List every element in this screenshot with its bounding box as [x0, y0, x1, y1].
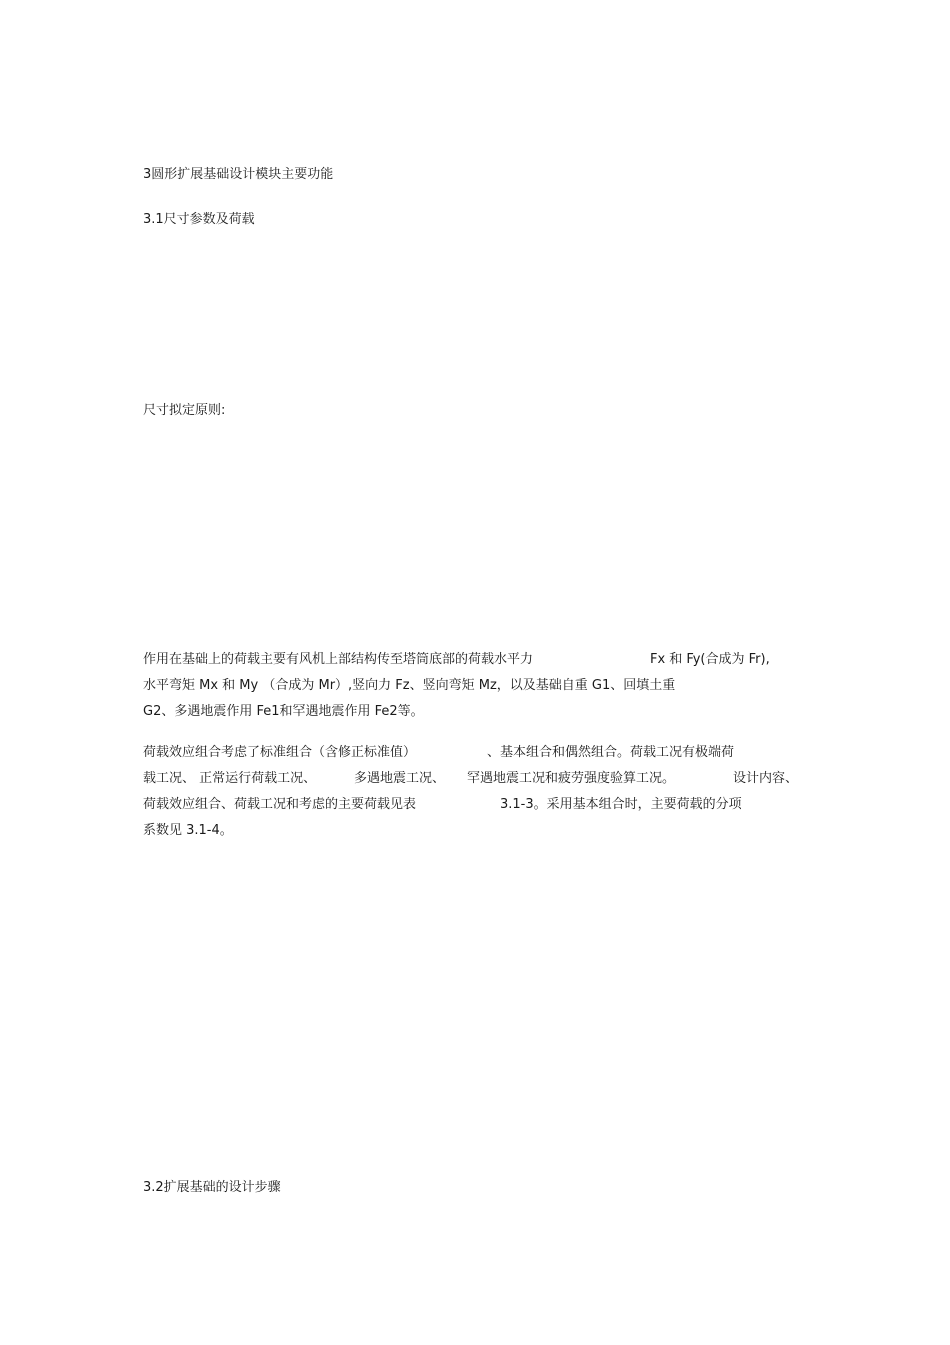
- paragraph-line: G2、多遇地震作用 Fe1和罕遇地震作用 Fe2等。: [143, 704, 424, 719]
- paragraph-text: 、基本组合和偶然组合。荷载工况有极端荷: [487, 745, 735, 760]
- paragraph-text: 作用在基础上的荷载主要有风机上部结构传至塔筒底部的荷载水平力: [143, 652, 534, 667]
- section-3-1-heading: 3.1尺寸参数及荷载: [143, 212, 255, 227]
- paragraph-text: 罕遇地震工况和疲劳强度验算工况。: [467, 771, 676, 786]
- paragraph-line: 水平弯矩 Mx 和 My （合成为 Mr）,竖向力 Fz、竖向弯矩 Mz，以及基础自重 G1、回填土重: [143, 678, 676, 693]
- paragraph-line: 系数见 3.1-4。: [143, 823, 233, 838]
- paragraph-text: 多遇地震工况、: [354, 771, 446, 786]
- section-3-heading: 3圆形扩展基础设计模块主要功能: [143, 167, 334, 182]
- paragraph-text: 设计内容、: [733, 771, 799, 786]
- paragraph-text: 3.1-3。采用基本组合时，主要荷载的分项: [500, 797, 742, 812]
- paragraph-text: 荷载效应组合考虑了标准组合（含修正标准值）: [143, 745, 417, 760]
- principle-heading: 尺寸拟定原则:: [143, 403, 226, 418]
- paragraph-text: Fx 和 Fy(合成为 Fr),: [650, 652, 770, 667]
- section-3-2-heading: 3.2扩展基础的设计步骤: [143, 1180, 281, 1195]
- paragraph-text: 载工况、 正常运行荷载工况、: [143, 771, 317, 786]
- paragraph-text: 荷载效应组合、荷载工况和考虑的主要荷载见表: [143, 797, 417, 812]
